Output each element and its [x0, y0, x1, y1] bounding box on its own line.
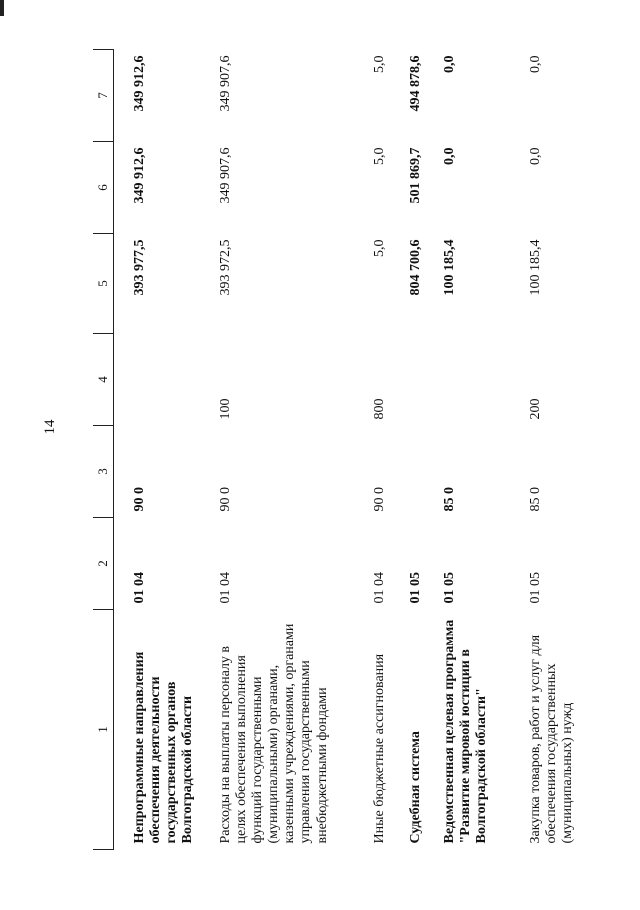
- header-cell-7: 7: [93, 50, 114, 142]
- target-code: 90 0: [132, 487, 147, 512]
- target-code: 85 0: [442, 487, 458, 512]
- expense-type-code: [424, 334, 510, 426]
- table-row: [510, 50, 580, 850]
- header-cell-4: 4: [93, 334, 114, 426]
- section-code: 01 04: [218, 572, 233, 604]
- amount-col6: 501 869,7: [408, 147, 423, 204]
- row-name: Расходы на выплаты персоналу в целях обеспечения выполнения функций государственными (муниципальными) органами, казенными учреждениями, органами управления государственными внебюджетными фондами: [218, 623, 330, 844]
- amount-col5: 393 972,5: [218, 239, 233, 296]
- header-cell-1: 1: [93, 610, 114, 850]
- amount-col5: 5,0: [372, 239, 387, 257]
- header-cell-6: 6: [93, 142, 114, 234]
- amount-col5: 100 185,4: [528, 239, 544, 296]
- amount-col6: 349 907,6: [218, 147, 233, 204]
- amount-col7: 349 907,6: [218, 55, 233, 112]
- amount-col7: 5,0: [372, 55, 387, 73]
- expense-type-code: 200: [528, 398, 544, 420]
- header-cell-5: 5: [93, 234, 114, 334]
- amount-col6: 349 912,6: [132, 147, 147, 204]
- amount-col7: 349 912,6: [132, 55, 147, 112]
- row-name: Иные бюджетные ассигнования: [372, 653, 387, 844]
- amount-col5: 804 700,6: [408, 239, 423, 296]
- target-code: [390, 426, 424, 518]
- row-name: Закупка товаров, работ и услуг для обеспечения государственных (муниципальных) нужд: [528, 634, 576, 844]
- table-row: [354, 50, 390, 850]
- expense-type-code: 800: [372, 398, 387, 420]
- header-cell-3: 3: [93, 426, 114, 518]
- header-cell-2: 2: [93, 518, 114, 610]
- section-code: 01 05: [408, 572, 423, 604]
- expense-type-code: 100: [218, 398, 233, 420]
- scan-edge-mark: [0, 0, 4, 16]
- row-name: Ведомственная целевая программа "Развитие мировой юстиции в Волгоградской области": [442, 619, 490, 844]
- amount-col7: 0,0: [442, 55, 458, 73]
- table-row: [200, 50, 354, 850]
- section-code: 01 05: [528, 572, 544, 604]
- amount-col5: 100 185,4: [442, 239, 458, 296]
- section-code: 01 04: [132, 572, 147, 604]
- row-name: Непрограммные направления обеспечения деятельности государственных органов Волгоградской области: [132, 651, 196, 844]
- expense-type-code: [390, 334, 424, 426]
- target-code: 90 0: [218, 487, 233, 512]
- section-code: 01 05: [442, 572, 458, 604]
- table-row: [114, 50, 201, 850]
- budget-table: [93, 49, 580, 850]
- amount-col7: 0,0: [528, 55, 544, 73]
- amount-col6: 0,0: [442, 147, 458, 165]
- table-row: [424, 50, 510, 850]
- page-number: 14: [42, 419, 58, 435]
- header-row: [93, 50, 114, 850]
- amount-col6: 5,0: [372, 147, 387, 165]
- target-code: 85 0: [528, 487, 544, 512]
- target-code: 90 0: [372, 487, 387, 512]
- section-code: 01 04: [372, 572, 387, 604]
- rotated-page-content: [93, 50, 576, 850]
- table-row: [390, 50, 424, 850]
- amount-col6: 0,0: [528, 147, 544, 165]
- row-name: Судебная система: [408, 731, 423, 844]
- amount-col5: 393 977,5: [132, 239, 147, 296]
- expense-type-code: [114, 334, 201, 426]
- amount-col7: 494 878,6: [408, 55, 423, 112]
